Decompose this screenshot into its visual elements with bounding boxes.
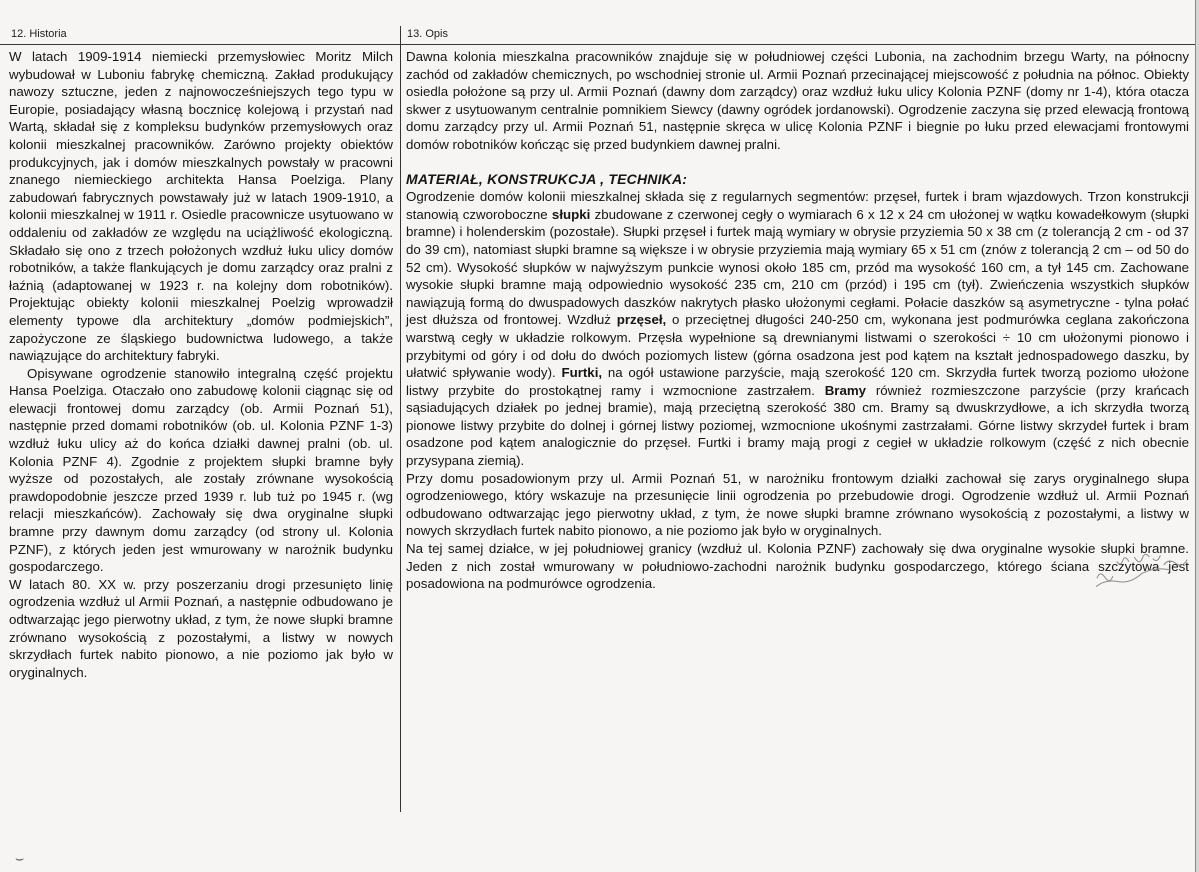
historia-paragraph-3: W latach 80. XX w. przy poszerzaniu drogi przesunięto linię ogrodzenia wzdłuż ul Armii Poznań, a następnie odbudowano je odtwarzając jego pierwotny układ, z tym, że nowe słupki bramne zrównano wysokością z pozostałymi, a listwy w nowych skrzydłach furtek nabito pionowo, a nie poziomo jak było w oryginalnych. xyxy=(9,576,393,680)
section-label-opis: 13. Opis xyxy=(407,28,448,40)
margin-tick-mark: ⌣ xyxy=(15,850,25,866)
opis-column xyxy=(406,48,1189,593)
historia-column xyxy=(9,48,393,681)
term-przesel: przęseł, xyxy=(616,312,667,328)
opis-paragraph-3: Przy domu posadowionym przy ul. Armii Poznań 51, w narożniku frontowym działki zachował się zarys oryginalnego słupa ogrodzeniowego, który wskazuje na przesunięcie linii ogrodzenia po przebudowie drogi. Ogrodzenie wzdłuż ul. Armii Poznań odbudowano odtwarzając jego pierwotny układ, z tym, że nowe słupki bramne zrównano wysokością z pozostałymi, a listwy w nowych skrzydłach furtek nabito pionowo, a nie poziomo jak było w oryginalnych. xyxy=(406,470,1189,539)
text-run: Ogrodzenie domów kolonii mieszkalnej składa się z regularnych segmentów: przęseł, furtek i bram wjazdowych. Trzon konstrukcji stanowią czworoboczne xyxy=(406,189,1189,222)
opis-paragraph-4: Na tej samej działce, w jej południowej granicy (wzdłuż ul. Kolonia PZNF) zachowały się dwa oryginalne wysokie słupki bramne. Jeden z nich został wmurowany w południowo-zachodni narożnik budynku gospodarczego, którego ściana szczytowa jest posadowiona na podmurówce ogrodzenia. xyxy=(406,541,1189,592)
text-run: o przeciętnej długości 240-250 cm, wykonana jest podmurówka ceglana zakończona warstwą cegły w układzie rolkowym. Przęsła wypełnione są drewnianymi listwami o szerokości ÷ 10 cm ułożonymi pionowo i przybitymi od góry i od dołu do dwóch poziomych listew (górna osadzona jest pod kątem na kształt jednospadowego daszku, by ułatwić spływanie wody). xyxy=(406,312,1189,381)
term-slupki: słupki xyxy=(551,206,591,222)
historia-paragraph-1: W latach 1909-1914 niemiecki przemysłowiec Moritz Milch wybudował w Luboniu fabrykę chemiczną. Zakład produkujący nawozy sztuczne, jeden z najnowocześniejszych tego typu w Europie, posiadający własną bocznicę kolejową i przystań nad Wartą, składał się z kompleksu budynków przemysłowych oraz kolonii mieszkalnej pracowników. Zarówno projekty obiektów produkcyjnych, jak i domów mieszkalnych powstały w pracowni znanego niemieckiego architekta Hansa Poelziga. Plany zabudowań fabrycznych powstawały już w latach 1909-1910, a kolonii mieszkalnej w 1911 r. Osiedle pracownicze usytuowano w oddaleniu od zakładów ze względu na uciążliwość ekologiczną. Składało się ono z trzech położonych wzdłuż łuku ulicy domów robotników, a także flankujących je domu zarządcy oraz pralni z łaźnią (adaptowanej w 1923 r. na kolejny dom robotników). Projektując obiekty kolonii mieszkalnej Poelzig wprowadził elementy typowe dla architektury „domów podmiejskich”, zapożyczone ze śląskiego budownictwa ludowego, a także nawiązujące do architektury fabryki. xyxy=(9,49,393,364)
text-run: zbudowane z czerwonej cegły o wymiarach 6 x 12 x 24 cm ułożonej w wątku kowadełkowym (słupki bramne) i holenderskim (pozostałe). Słupki przęseł i furtek mają wymiary w obrysie przyziemia 50 x 38 cm (z tolerancją 2 cm - od 37 do 39 cm), natomiast słupki bramne są większe i w obrysie przyziemia mają wymiary 65 x 51 cm (znów z tolerancją 2 cm – od 50 do 52 cm). Wysokość słupków w najwyższym punkcie wynosi około 185 cm, przód ma wysokość 160 cm, a tył 145 cm. Zachowane wysokie słupki bramne mają odpowiednio wysokość 235 cm, 210 cm (przód) i 195 cm (tył). Zwieńczenia wszystkich słupków nawiązują formą do dwuspadowych daszków nakrytych płasko ułożonymi cegłami. Połacie daszków są asymetryczne - tylna połać jest dłuższa od frontowej. Wzdłuż xyxy=(406,206,1189,328)
term-bramy: Bramy xyxy=(824,382,867,398)
opis-paragraph-2 xyxy=(406,188,1189,470)
page-edge xyxy=(1195,0,1199,872)
text-run: również rozmieszczone parzyście (przy krańcach sąsiadujących działek po jednej bramie), mają przeciętną szerokość 380 cm. Bramy są dwuskrzydłowe, a ich skrzydła tworzą pionowe listwy przybite do dolnej i górnej listwy poziomej, wzmocnione ukośnymi zastrzałami. Górne listwy skrzydeł furtek i bram osadzone pod kątem analogicznie do przęseł. Furtki i bramy mają progi z cegieł w układzie rolkowym (część z nich obecnie przysypana ziemią). xyxy=(406,382,1189,469)
materials-heading: MATERIAŁ, KONSTRUKCJA , TECHNIKA: xyxy=(406,170,688,187)
header-rule xyxy=(0,44,1199,45)
text-run: na ogół ustawione parzyście, mają szerokość 120 cm. Skrzydła furtek tworzą poziomo ułożone listwy przybite do prostokątnej ramy i wzmocnione zastrzałem. xyxy=(406,365,1190,398)
column-divider xyxy=(400,26,401,812)
term-furtki: Furtki, xyxy=(561,365,603,381)
opis-paragraph-1: Dawna kolonia mieszkalna pracowników znajduje się w południowej części Lubonia, na zachodnim brzegu Warty, na północny zachód od zakładów chemicznych, po wschodniej stronie ul. Armii Poznań przecinającej miejscowość z południa na północ. Obiekty osiedla położone są przy ul. Armii Poznań (dawny dom zarządcy) oraz wzdłuż łuku ulicy Kolonia PZNF (domy nr 1-4), która otacza skwer z usytuowanym centralnie pomnikiem Siewcy (dawny ogródek jordanowski). Ogrodzenie zaczyna się przed elewacją frontową domu zarządcy przy ul. Armii Poznań 51, następnie skręca w ulicę Kolonia PZNF i biegnie po łuku przed elewacjami frontowymi domów robotników kończąc się przed budynkiem dawnej pralni. xyxy=(406,49,1189,152)
section-label-historia: 12. Historia xyxy=(11,28,67,40)
historia-paragraph-2: Opisywane ogrodzenie stanowiło integralną część projektu Hansa Poelziga. Otaczało ono zabudowę kolonii ciągnąc się od elewacji frontowej domu zarządcy (ob. Armii Poznań 51), następnie przed domami robotników (ob. ul. Kolonia PZNF 1-3) wzdłuż łuku ulicy aż do końca działki dawnej pralni (ob. ul. Kolonia PZNF 4). Zgodnie z projektem słupki bramne były wyższe od pozostałych, ale zostały zrównane wysokością prawdopodobnie jeszcze przed 1939 r. lub tuż po 1945 r. (wg relacji mieszkańców). Zachowały się dwa oryginalne słupki bramne przy dawnym domu zarządcy (od strony ul. Kolonia PZNF), z których jeden jest wmurowany w narożnik budynku gospodarczego. xyxy=(9,365,393,575)
